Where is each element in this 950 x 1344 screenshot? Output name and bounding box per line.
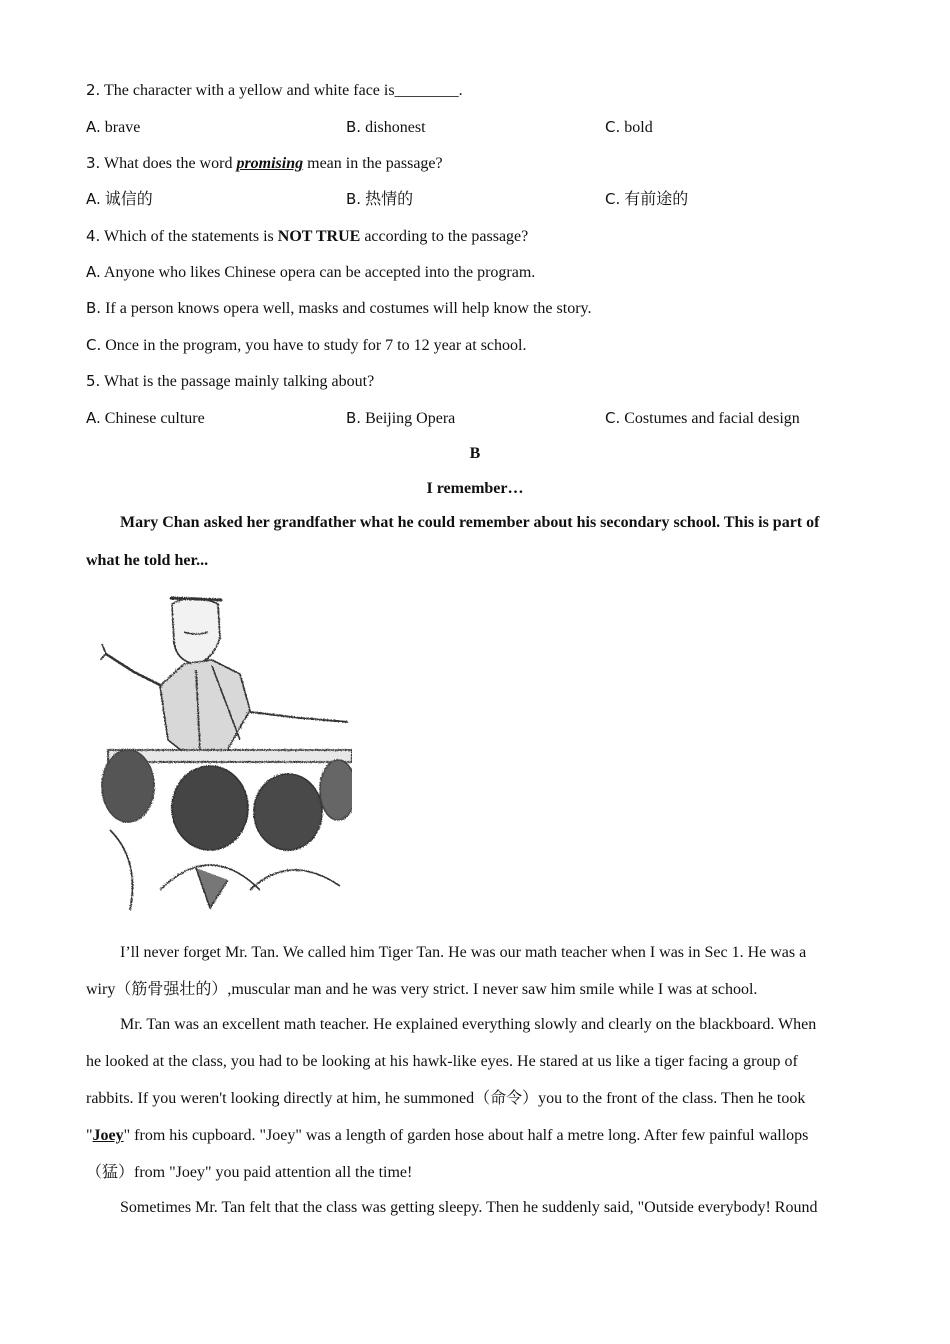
story-paragraph-3: Sometimes Mr. Tan felt that the class was getting sleepy. Then he suddenly said, "Outside everybody! Round xyxy=(120,1199,818,1216)
option-c: C. Costumes and facial design xyxy=(605,409,800,427)
option-b: B. If a person knows opera well, masks and costumes will help know the story. xyxy=(86,299,592,317)
option-b: B. Beijing Opera xyxy=(346,409,456,427)
option-c: C. bold xyxy=(605,118,653,136)
option-a: A. Chinese culture xyxy=(86,409,205,427)
question-number: 2. xyxy=(86,81,101,99)
option-c: C. 有前途的 xyxy=(605,190,689,208)
section-title: I remember… xyxy=(426,480,524,497)
intro-paragraph: Mary Chan asked her grandfather what he could remember about his secondary school. This is part of what he told her... xyxy=(86,514,820,569)
section-label: B xyxy=(469,445,481,462)
question-2 xyxy=(86,80,463,101)
option-a: A. brave xyxy=(86,118,141,136)
question-3: 3. What does the word promising mean in the passage? xyxy=(86,154,443,172)
option-a: A. 诚信的 xyxy=(86,190,153,208)
question-4: 4. Which of the statements is NOT TRUE according to the passage? xyxy=(86,227,529,245)
emphasized-phrase: NOT TRUE xyxy=(277,228,361,245)
joey-word: Joey xyxy=(92,1127,124,1144)
option-b: B. dishonest xyxy=(346,118,426,136)
story-paragraph-2: Mr. Tan was an excellent math teacher. He explained everything slowly and clearly on the blackboard. When he looked at the class, you had to be looking at his hawk-like eyes. He stared at us like a tiger facing a group of rabbits. If you weren't looking directly at him, he summoned（命令）you to the front of the class. Then he took "Joey" from his cupboard. "Joey" was a length of garden hose about half a metre long. After few painful wallops （猛）from "Joey" you paid attention all the time! xyxy=(86,1016,817,1181)
question-5: 5. What is the passage mainly talking about? xyxy=(86,372,375,390)
option-a: A. Anyone who likes Chinese opera can be accepted into the program. xyxy=(86,263,536,281)
question-text: The character with a yellow and white face is________. xyxy=(104,82,463,99)
story-paragraph-1: I’ll never forget Mr. Tan. We called him Tiger Tan. He was our math teacher when I was in Sec 1. He was a wiry（筋骨强壮的）,muscular man and he was very strict. I never saw him smile while I was at school. xyxy=(86,944,807,998)
option-c: C. Once in the program, you have to study for 7 to 12 year at school. xyxy=(86,336,527,354)
emphasized-word: promising xyxy=(236,155,304,172)
option-b: B. 热情的 xyxy=(346,190,414,208)
teacher-illustration xyxy=(100,590,352,916)
